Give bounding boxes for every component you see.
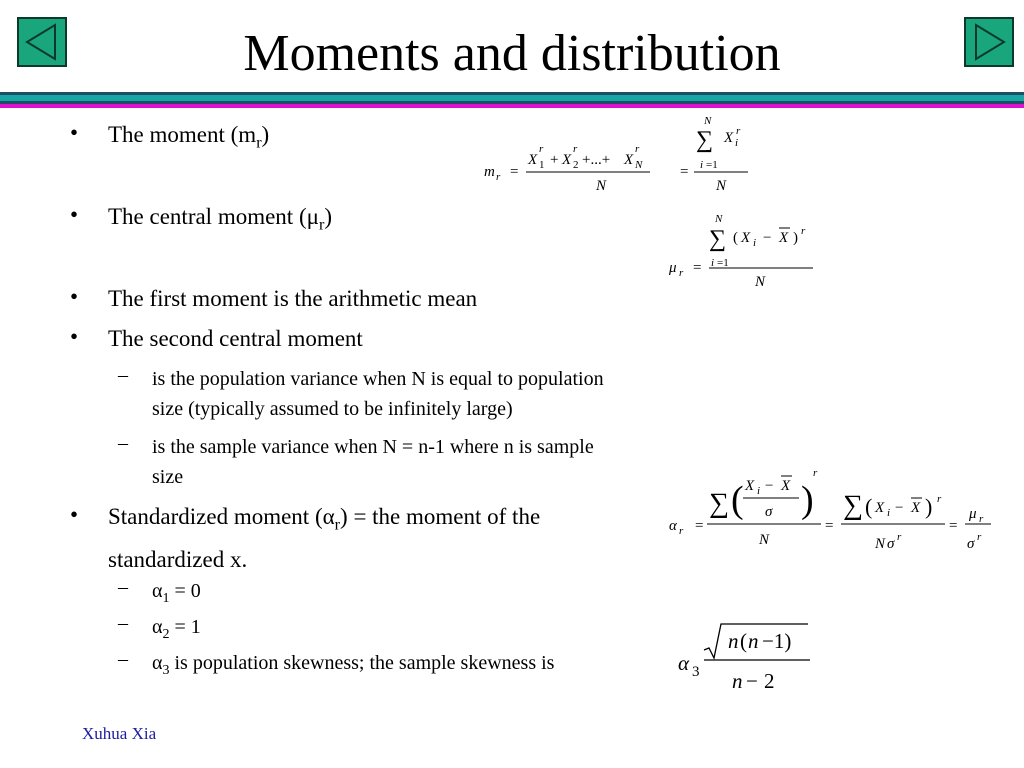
svg-text:∑: ∑ [709,226,727,252]
svg-text:i: i [757,485,761,497]
svg-text:3: 3 [692,664,700,680]
standardized-moment-equation [665,462,995,562]
svg-text:N: N [716,178,727,194]
sample-skewness-equation [676,618,816,698]
sub-sample-variance: is the sample variance when N = n-1 where n is sample size [152,436,594,488]
bullet-second-central: The second central moment [108,326,363,351]
svg-text:X: X [779,230,789,246]
svg-text:=1: =1 [706,159,718,171]
svg-text:N: N [635,159,643,171]
svg-text:X: X [745,478,755,494]
svg-text:∑: ∑ [843,490,863,521]
svg-text:N: N [759,532,770,548]
svg-text:N: N [596,178,607,194]
svg-text:σ: σ [765,504,773,520]
slide-title: Moments and distribution [243,25,781,82]
svg-text:(: ( [731,479,744,521]
sub-bullet-dash: – [118,432,128,454]
svg-text:X: X [911,500,921,516]
sub-alpha-2: $\alpha_2 = 1$ [152,616,201,642]
svg-text:−: − [746,669,758,693]
svg-text:=: = [695,518,704,534]
svg-text:α: α [669,518,677,534]
svg-text:r: r [937,493,942,505]
svg-text:X: X [562,152,572,168]
svg-text:X: X [781,478,791,494]
svg-text:(: ( [733,230,738,246]
bullet-central-moment: The central moment $(\mu_r)$ [108,204,332,234]
svg-text:X: X [528,152,538,168]
svg-text:r: r [897,531,902,543]
svg-text:m: m [484,164,495,180]
svg-text:X: X [741,230,751,246]
svg-text:r: r [573,143,578,155]
svg-text:(: ( [740,629,747,653]
svg-text:∑: ∑ [709,488,729,519]
svg-text:r: r [539,143,544,155]
svg-text:2: 2 [573,159,579,171]
svg-text:1: 1 [539,159,545,171]
svg-text:X: X [624,152,634,168]
svg-text:r: r [679,267,684,279]
svg-text:∑: ∑ [696,127,714,153]
bullet-dot: • [70,120,79,145]
svg-text:2: 2 [764,669,775,693]
sub-bullet-dash: – [118,612,128,634]
bullet-standardized-moment: Standardized moment $(\alpha_r)$ = the moment of the standardized x. [108,504,541,572]
sub-population-variance: is the population variance when N is equal to population size (typically assumed to be infinitely large) [152,368,604,420]
svg-text:X: X [724,130,734,146]
bullet-dot: • [70,284,79,309]
svg-text:r: r [979,513,984,525]
svg-text:r: r [813,467,818,479]
svg-text:i: i [887,507,891,519]
sub-alpha-3: $\alpha_3$ is population skewness; the sample skewness is [152,652,555,678]
svg-text:=: = [680,164,689,180]
svg-text:r: r [679,525,684,537]
svg-text:N: N [704,115,712,127]
svg-text:=1: =1 [717,257,729,269]
svg-text:N: N [875,536,886,552]
svg-text:r: r [801,225,806,237]
svg-text:i: i [711,257,715,269]
svg-text:(: ( [865,494,873,519]
svg-text:): ) [793,230,798,246]
bullet-dot: • [70,502,79,527]
svg-text:X: X [875,500,885,516]
svg-text:σ: σ [967,536,975,552]
svg-text:−1): −1) [762,629,792,653]
svg-text:=: = [825,518,834,534]
svg-text:=: = [693,260,702,276]
svg-text:): ) [801,479,814,521]
svg-text:r: r [496,171,501,183]
svg-text:μ: μ [969,506,977,522]
svg-text:N: N [755,274,766,290]
svg-text:σ: σ [887,536,895,552]
bullet-moment: The moment $(m_r)$ [108,122,270,152]
svg-text:i: i [700,159,704,171]
svg-text:N: N [715,213,723,225]
svg-text:r: r [635,143,640,155]
svg-text:α: α [678,651,690,675]
svg-text:−: − [765,478,774,494]
bullet-dot: • [70,324,79,349]
sub-bullet-dash: – [118,364,128,386]
bullet-first-moment: The first moment is the arithmetic mean [108,286,478,311]
footer-author: Xuhua Xia [82,724,157,743]
central-moment-equation [665,208,825,294]
svg-text:): ) [925,494,933,519]
svg-text:μ: μ [669,260,677,276]
svg-text:=: = [949,518,958,534]
moment-equation [478,110,758,202]
svg-text:n: n [748,629,759,653]
svg-text:i: i [735,137,739,149]
svg-text:=: = [510,164,519,180]
svg-text:−: − [895,500,904,516]
svg-text:n: n [728,629,739,653]
sub-bullet-dash: – [118,576,128,598]
svg-text:i: i [753,237,757,249]
sub-bullet-dash: – [118,648,128,670]
sub-alpha-1: $\alpha_1 = 0$ [152,580,201,606]
svg-text:−: − [763,230,772,246]
svg-text:+...+: +...+ [582,152,611,168]
svg-text:r: r [736,125,741,137]
svg-text:n: n [732,669,743,693]
svg-text:r: r [977,531,982,543]
svg-text:+: + [550,152,559,168]
bullet-dot: • [70,202,79,227]
